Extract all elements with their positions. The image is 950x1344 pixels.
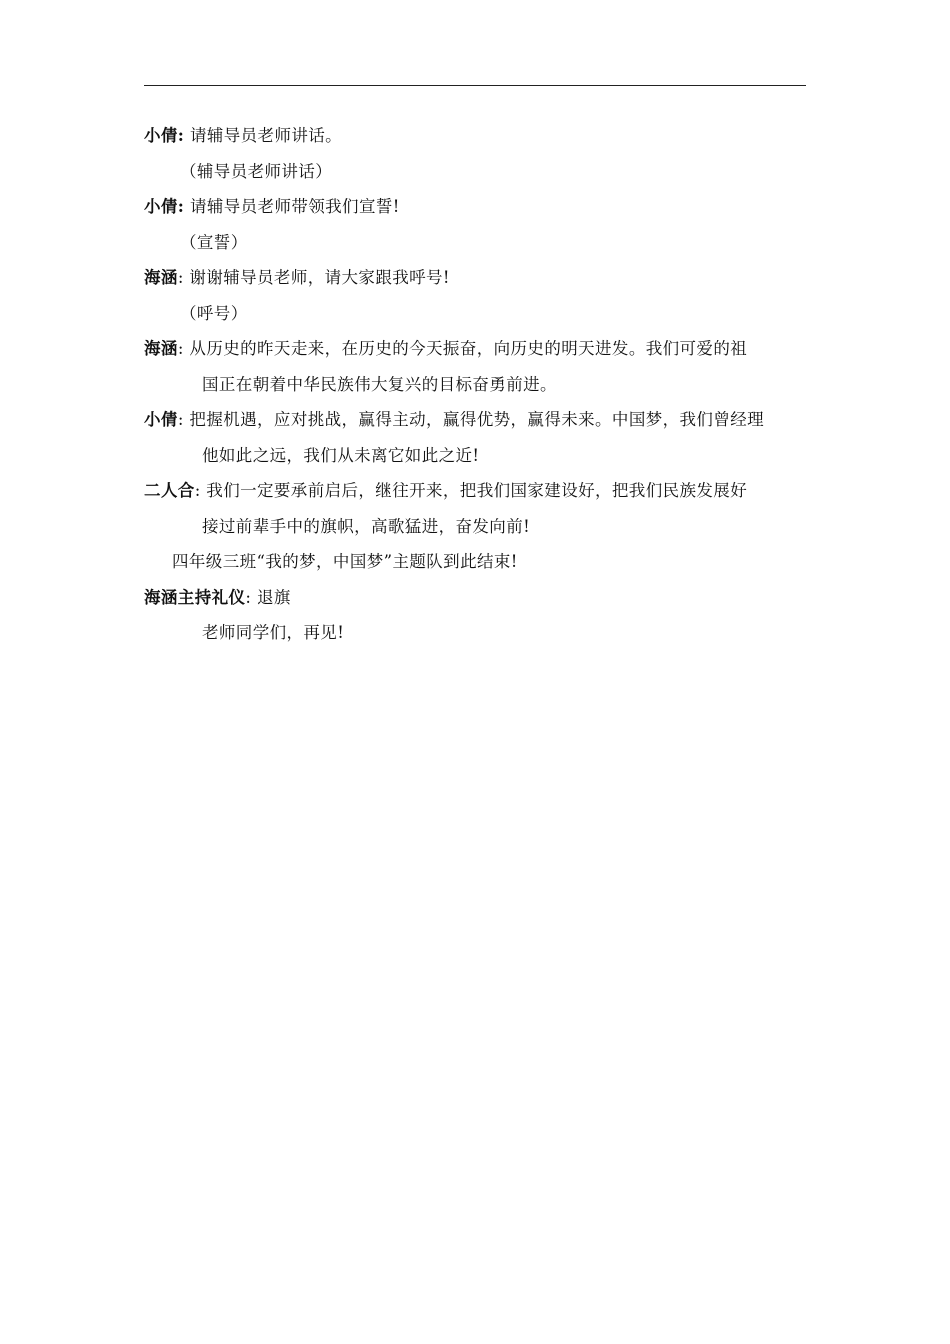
line-text: : 退旗: [245, 587, 291, 607]
continuation-text: 接过前辈手中的旗帜，高歌猛进，奋发向前!: [202, 516, 531, 536]
speaker-label: 小倩:: [144, 126, 185, 145]
line-text: : 我们一定要承前启后，继往开来，把我们国家建设好，把我们民族发展好: [194, 481, 748, 500]
stage-text: （宣誓）: [180, 232, 248, 252]
stage-direction: [144, 154, 808, 190]
stage-text: （辅导员老师讲话）: [180, 161, 333, 181]
script-line: [144, 580, 808, 616]
stage-direction: [144, 296, 808, 332]
speaker-label: 小倩: [144, 410, 178, 429]
speaker-label: 海涵: [144, 268, 178, 287]
continuation-text: 国正在朝着中华民族伟大复兴的目标奋勇前进。: [202, 374, 557, 394]
line-text: 请辅导员老师讲话。: [184, 126, 343, 145]
script-continuation: [144, 438, 808, 474]
speaker-label: 小倩:: [144, 197, 185, 216]
script-line: [144, 331, 808, 367]
stage-text: （呼号）: [180, 303, 248, 323]
speaker-label: 海涵: [144, 339, 178, 358]
closing-text: 四年级三班“我的梦，中国梦”主题队到此结束!: [172, 552, 518, 571]
script-line: [144, 402, 808, 438]
script-continuation: [144, 615, 808, 651]
speaker-label: 海涵主持礼仪: [144, 587, 246, 607]
script-line: [144, 260, 808, 296]
continuation-text: 他如此之远，我们从未离它如此之近!: [202, 445, 480, 465]
script-line: [144, 118, 808, 154]
line-text: : 谢谢辅导员老师，请大家跟我呼号!: [177, 268, 450, 287]
script-line: [144, 189, 808, 225]
header-rule: [144, 85, 806, 86]
speaker-label: 二人合: [144, 481, 195, 500]
script-body: [144, 118, 808, 651]
script-continuation: [144, 367, 808, 403]
script-line: [144, 473, 808, 509]
line-text: : 从历史的昨天走来，在历史的今天振奋，向历史的明天进发。我们可爱的祖: [177, 339, 748, 358]
stage-direction: [144, 225, 808, 261]
line-text: : 把握机遇，应对挑战，赢得主动，赢得优势，赢得未来。中国梦，我们曾经理: [177, 410, 765, 429]
continuation-text: 老师同学们，再见!: [202, 623, 345, 642]
script-continuation: [144, 509, 808, 545]
line-text: 请辅导员老师带领我们宣誓!: [184, 197, 400, 216]
closing-line: [144, 544, 808, 580]
